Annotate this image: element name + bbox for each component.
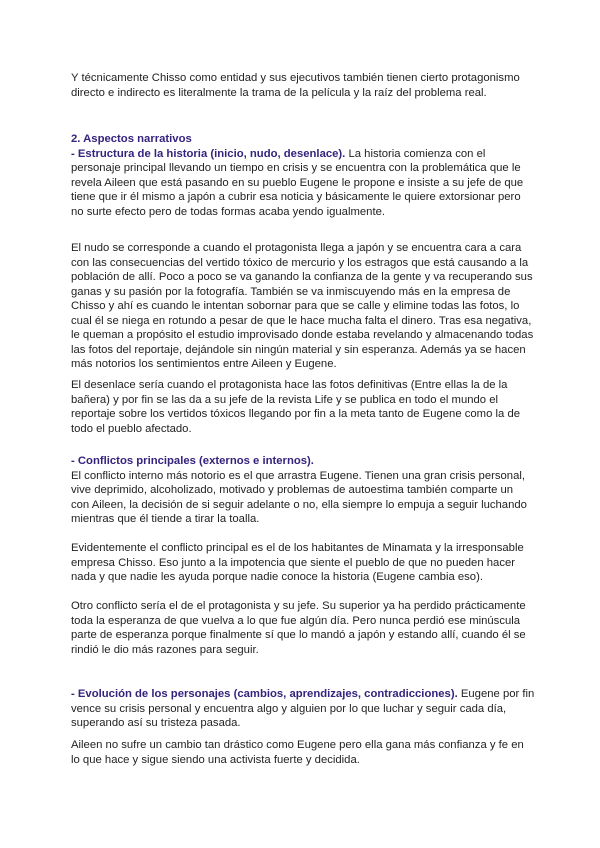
text-line: toda la esperanza de que vuelva a lo que fue algún día. Pero nunca perdió ese minúscula <box>71 614 521 627</box>
text-line: empresa Chisso. Eso junto a la impotencia que siente el pueblo de que no pueden hacer <box>71 556 516 569</box>
otro-conflicto-paragraph <box>71 599 551 657</box>
text-line: población de allí. Poco a poco se va ganando la confianza de la gente y va recuperando sus <box>71 271 533 283</box>
text-line: no surte efecto pero de todas formas acaba yendo igualmente. <box>71 205 386 218</box>
text-line: revela Aileen que está pasando en su pueblo Eugene le propone e insiste a su jefe de que <box>71 176 524 189</box>
evolucion-first-line <box>71 687 551 702</box>
nudo-paragraph <box>71 241 551 372</box>
text-line: cual él se niega en rotundo a pesar de que le hace mucha falta el dinero. Tras esa negativa, <box>71 314 532 327</box>
text-line: Y técnicamente Chisso como entidad y sus ejecutivos también tienen cierto protagonismo <box>71 72 520 84</box>
text-line: más notorios los sentimientos entre Aileen y Eugene. <box>71 358 337 370</box>
text-line: parte de esperanza porque finalmente sí que lo mandó a japón y estando allí, cuando él se <box>71 629 526 641</box>
text-line: nada y que nadie les ayuda porque nadie conoce la historia (Eugene cambia eso). <box>71 571 483 583</box>
text-line: mientras que él tiende a tirar la toalla. <box>71 513 260 525</box>
conflictos-heading: - Conflictos principales (externos e internos). <box>71 455 314 467</box>
text-line: vence su crisis personal y encuentra algo y alguien por lo que luchar y seguir cada día, <box>71 702 507 715</box>
evolucion-paragraph <box>71 702 551 731</box>
text-line: con Aileen, la decisión de si seguir adelante o no, ella siempre lo empuja a seguir luchando <box>71 498 527 511</box>
text-line: El nudo se corresponde a cuando el protagonista llega a japón y se encuentra cara a cara <box>71 242 522 254</box>
text-line: lo que hace y sigue siendo una activista fuerte y decidida. <box>71 753 360 766</box>
estructura-paragraph <box>71 161 551 219</box>
text-line: superando así su tristeza pasada. <box>71 717 241 729</box>
text-line: El conflicto interno más notorio es el que arrastra Eugene. Tienen una gran crisis personal, <box>71 469 526 482</box>
text-line: Chisso y ahí es cuando le intentan sobornar para que se calle y elimine todas las fotos, lo <box>71 300 520 312</box>
text-line: Aileen no sufre un cambio tan drástico como Eugene pero ella gana más confianza y fe en <box>71 739 524 751</box>
text-line: tiene que ir él mismo a japón a cubrir esa noticia y básicamente le quiere extorsionar pero <box>71 191 521 203</box>
estructura-heading: - Estructura de la historia (inicio, nudo, desenlace). <box>71 147 346 160</box>
text-line: rindió le dio más razones para seguir. <box>71 643 259 656</box>
text-line: bañera) y por fin se las da a su jefe de la revista Life y se publica en todo el mundo el <box>71 393 499 406</box>
estructura-first-line <box>71 147 551 162</box>
conflictos-paragraph <box>71 469 551 527</box>
intro-paragraph <box>71 71 551 100</box>
text-line: El desenlace sería cuando el protagonista hace las fotos definitivas (Entre ellas la de la <box>71 379 508 391</box>
text-line: le queman a propósito el estudio improvisado donde estaba revelando y almacenando todas <box>71 329 534 341</box>
text-line: con las consecuencias del vertido tóxico de mercurio y los estragos que está causando a la <box>71 256 529 269</box>
text-line: personaje principal llevando un tiempo en crisis y se encuentra con la problemática que le <box>71 162 521 174</box>
text-line: vive deprimido, alcoholizado, motivado y problemas de autoestima también comparte un <box>71 484 514 496</box>
text-line: ganas y su pasión por la fotografía. También se va inmiscuyendo más en la empresa de <box>71 285 511 298</box>
text-line: Evidentemente el conflicto principal es el de los habitantes de Minamata y la irresponsable <box>71 542 524 554</box>
evolucion-section <box>71 687 551 731</box>
text-line: reportaje sobre los vertidos tóxicos llegando por fin a la meta tanto de Eugene como la de <box>71 408 521 420</box>
estructura-section <box>71 132 551 219</box>
desenlace-paragraph <box>71 378 551 436</box>
text-line: directo e indirecto es literalmente la trama de la película y la raíz del problema real. <box>71 86 487 99</box>
aileen-paragraph <box>71 738 551 767</box>
text-line: Otro conflicto sería el de el protagonista y su jefe. Su superior ya ha perdido prácticamente <box>71 600 526 612</box>
section-title: 2. Aspectos narrativos <box>71 133 192 145</box>
conflictos-section <box>71 454 551 527</box>
evidentemente-paragraph <box>71 541 551 585</box>
evolucion-heading: - Evolución de los personajes (cambios, aprendizajes, contradicciones). <box>71 688 458 700</box>
estructura-intro-text: La historia comienza con el <box>345 147 486 160</box>
text-line: todo el pueblo afectado. <box>71 422 192 435</box>
evolucion-intro-text: Eugene por fin <box>457 688 535 700</box>
text-line: las fotos del reportaje, dejándole sin ningún material y sin esperanza. Además ya se hacen <box>71 343 526 356</box>
